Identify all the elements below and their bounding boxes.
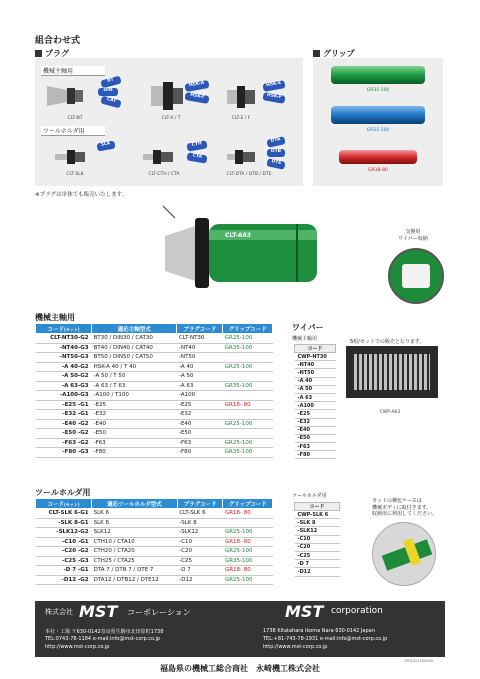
plug-note: ※プラグは単体でも販売いたします。: [35, 192, 128, 198]
wiper-row: [295, 418, 336, 426]
wiper-row: [295, 535, 340, 543]
page-title: 組合わせ式: [35, 36, 81, 46]
badge-dtb: DTB: [267, 149, 285, 157]
holder-table-title: ツールホルダ用: [35, 488, 91, 497]
wiper-code: -SLK12: [295, 527, 340, 535]
cell-spec: BT50 / DIN50 / CAT50: [92, 353, 177, 363]
wiper-row: [295, 568, 340, 576]
wiper-row: [295, 519, 340, 527]
col-plug: プラグコード: [177, 324, 223, 334]
footer-banner: [35, 601, 445, 657]
plug-dta-label: CLT-DTA / DTB / DTE: [226, 172, 272, 177]
cell-spec: DTA 7 / DTB 7 / DTE 7: [92, 566, 178, 576]
badge-hsk-f: HSK-F: [262, 92, 285, 104]
grip-header: グリップ: [313, 48, 355, 59]
badge-din: DIN: [98, 88, 118, 96]
table-row: [36, 556, 273, 566]
wiper-photo-label: CWP-A63: [379, 410, 401, 415]
cell-grip: GR25-100: [223, 419, 273, 429]
engraving-text: CLT-A63: [225, 232, 251, 239]
table-row: [36, 362, 273, 372]
cell-plug: -D12: [177, 575, 223, 585]
plug-holder-label: ツールホルダ用: [41, 126, 105, 136]
cell-spec: -A 63 / T 63: [92, 381, 177, 391]
cell-plug: -E32: [177, 410, 223, 420]
wiper-code: CWP-SLK 6: [295, 511, 340, 519]
cell-spec: BT40 / DIN40 / CAT40: [92, 343, 177, 353]
cell-grip: GR18- 80: [223, 400, 273, 410]
wiper-row: [295, 560, 340, 568]
wiper-code: -F63: [295, 443, 336, 451]
cell-grip: GR25-100: [223, 528, 273, 538]
table-row: [36, 509, 273, 519]
doc-code: 1901021500000: [404, 659, 433, 663]
wiper-code: -D 7: [295, 560, 340, 568]
cell-spec: HSK-A 40 / T 40: [92, 362, 177, 372]
cell-code: -F63 -G2: [36, 438, 92, 448]
cell-spec: CTH10 / CTA10: [92, 537, 178, 547]
wiper-code: -E40: [295, 426, 336, 434]
cell-grip: [223, 518, 273, 528]
table-row: [36, 343, 273, 353]
wiper-holder-table: [294, 502, 340, 577]
col-spec: 適応ツールホルダ型式: [92, 499, 178, 509]
grip-blue-label: GR25-100: [366, 128, 390, 133]
cell-grip: GR18- 80: [223, 566, 273, 576]
cell-spec: -E32: [92, 410, 177, 420]
cell-spec: -E50: [92, 429, 177, 439]
cell-spec: SLK12: [92, 528, 178, 538]
col-code: コード(セット): [36, 324, 92, 334]
plug-cth-label: CLT-CTH / CTA: [148, 172, 180, 177]
cell-plug: -SLK 8: [177, 518, 223, 528]
table-row: [36, 391, 273, 401]
table-row: [36, 372, 273, 382]
wiper-row: [295, 543, 340, 551]
col-grip: グリップコード: [223, 324, 273, 334]
cell-spec: -A 50 / T 50: [92, 372, 177, 382]
cell-plug: -A100: [177, 391, 223, 401]
table-row: [36, 410, 273, 420]
plug-machine-label: 機械主軸用: [41, 66, 105, 76]
cell-plug: CLT-NT30: [177, 334, 223, 344]
wiper-row: [295, 361, 336, 369]
table-row: [36, 575, 273, 585]
wiper-row: [295, 551, 340, 559]
wiper-col-code: コード: [295, 345, 336, 353]
cell-grip: GR25-100: [223, 362, 273, 372]
wiper-row: [295, 353, 336, 361]
table-row: [36, 518, 273, 528]
wiper-row: [295, 402, 336, 410]
cell-grip: GR25-100: [223, 438, 273, 448]
wiper-code: -NT50: [295, 369, 336, 377]
wiper-case-note: セットの梱包ケースは 機械ボディに取付きます。 収納用に利用してください。: [372, 498, 438, 517]
holder-table: [35, 498, 273, 585]
badge-dte: DTE: [266, 158, 285, 170]
col-spec: 適応主軸型式: [92, 324, 177, 334]
table-row: [36, 400, 273, 410]
wiper-storage-callout: 交換用 ワイパー収納: [398, 229, 428, 242]
wiper-row: [295, 393, 336, 401]
cell-code: -E40 -G2: [36, 419, 92, 429]
cell-grip: [223, 372, 273, 382]
badge-slk: SLK: [96, 140, 115, 151]
footer-company-jp-suffix: コーポレーション: [127, 608, 191, 617]
wiper-storage-closeup: [388, 248, 444, 304]
plug-nt-image: [45, 80, 85, 112]
table-row: [36, 547, 273, 557]
col-grip: グリップコード: [223, 499, 273, 509]
cell-grip: [223, 391, 273, 401]
cell-spec: SLK 6: [92, 509, 178, 519]
wiper-code: -C25: [295, 551, 340, 559]
product-photo: [155, 196, 325, 306]
table-row: [36, 566, 273, 576]
cell-spec: CTH20 / CTA20: [92, 547, 178, 557]
wiper-row: [295, 451, 336, 459]
cell-plug: -E25: [177, 400, 223, 410]
wiper-row: [295, 369, 336, 377]
cell-spec: BT30 / DIN30 / CAT30: [92, 334, 177, 344]
badge-hsk-e: HSK-E: [262, 80, 285, 92]
cell-code: -NT50-G3: [36, 353, 92, 363]
cell-code: -A 40-G2: [36, 362, 92, 372]
table-row: [36, 438, 273, 448]
wiper-title: ワイパー: [292, 323, 324, 332]
footer-logo-en: MST: [285, 602, 324, 621]
cell-grip: [223, 353, 273, 363]
wiper-code: -C20: [295, 543, 340, 551]
wiper-photo: [346, 346, 438, 398]
wiper-code: -SLK 8: [295, 519, 340, 527]
footer-tel-jp: TEL:0743-78-1184 e-mail:info@mst-corp.co.jp: [45, 636, 161, 642]
cell-plug: -C20: [177, 547, 223, 557]
cell-code: -D 7 -G1: [36, 566, 92, 576]
footer-url-en[interactable]: http://www.mst-corp.co.jp: [263, 644, 328, 650]
badge-hsk-t: HSK-T: [184, 92, 209, 104]
cell-plug: -NT40: [177, 343, 223, 353]
badge-cth: CTH: [186, 140, 207, 151]
footer-tel-en: TEL:+81-743-78-1931 e-mail:info@mst-corp.co.jp: [263, 636, 388, 642]
table-row: [36, 528, 273, 538]
cell-code: -A 63-G3: [36, 381, 92, 391]
cell-plug: CLT-SLK 6: [177, 509, 223, 519]
plug-dta-image: [225, 146, 259, 168]
footer-logo-jp: MST: [79, 602, 118, 621]
cell-code: -F80 -G3: [36, 448, 92, 458]
cell-grip: GR35-100: [223, 556, 273, 566]
cell-plug: -F80: [177, 448, 223, 458]
wiper-row: [295, 426, 336, 434]
wiper-code: -A 50: [295, 385, 336, 393]
wiper-row: [295, 511, 340, 519]
footer-addr-en: 1738 Kitatahara Ikoma Nara 630-0142 Japan: [263, 628, 375, 634]
cell-spec: -E40: [92, 419, 177, 429]
footer-addr-jp: 本社・工場 〒630-0142奈良県生駒市北田原町1738: [45, 629, 164, 635]
cell-grip: GR35-100: [223, 343, 273, 353]
wiper-code: -A 63: [295, 393, 336, 401]
cell-spec: DTA12 / DTB12 / DTE12: [92, 575, 178, 585]
wiper-code: CWP-NT30: [295, 353, 336, 361]
cell-code: -C10 -G1: [36, 537, 92, 547]
cell-spec: -F63: [92, 438, 177, 448]
cell-plug: -F63: [177, 438, 223, 448]
wiper-row: [295, 434, 336, 442]
cell-code: CLT-SLK 6-G1: [36, 509, 92, 519]
plug-cth-image: [141, 146, 177, 168]
table-row: [36, 353, 273, 363]
wiper-machine-table: [294, 344, 336, 459]
grip-panel: [313, 58, 443, 186]
wiper-holder-label: ツールホルダ用: [292, 493, 327, 499]
cell-grip: GR18- 80: [223, 509, 273, 519]
grip-blue-image: [331, 106, 425, 124]
cell-plug: -E50: [177, 429, 223, 439]
table-row: [36, 334, 273, 344]
wiper-col-code: コード: [295, 503, 340, 511]
cell-plug: -SLK12: [177, 528, 223, 538]
cell-grip: GR35-100: [223, 381, 273, 391]
wiper-row: [295, 443, 336, 451]
badge-bt: BT: [100, 76, 121, 89]
cell-plug: -C25: [177, 556, 223, 566]
grip-red-label: GR18-80: [368, 168, 388, 173]
wiper-code: -A 40: [295, 377, 336, 385]
plug-at-label: CLT-A / T: [161, 116, 181, 121]
cell-code: -E25 -G1: [36, 400, 92, 410]
machine-table-title: 機械主軸用: [35, 313, 75, 322]
table-row: [36, 381, 273, 391]
cell-code: CLT-NT30-G2: [36, 334, 92, 344]
cell-code: -C25 -G3: [36, 556, 92, 566]
cell-plug: -A 63: [177, 381, 223, 391]
cell-code: -NT40-G3: [36, 343, 92, 353]
cell-plug: -D 7: [177, 566, 223, 576]
plug-ef-image: [223, 80, 259, 112]
grip-green-image: [331, 66, 425, 84]
plug-slk-image: [53, 146, 89, 168]
wiper-code: -F80: [295, 451, 336, 459]
wiper-code: -E25: [295, 410, 336, 418]
cell-code: -SLK 8-G1: [36, 518, 92, 528]
cell-spec: CTH25 / CTA25: [92, 556, 178, 566]
cell-plug: -A 50: [177, 372, 223, 382]
cell-grip: GR25-100: [223, 547, 273, 557]
table-row: [36, 537, 273, 547]
cell-code: -A 50-G2: [36, 372, 92, 382]
table-row: [36, 429, 273, 439]
cell-grip: GR35-100: [223, 448, 273, 458]
machine-table: [35, 323, 273, 458]
plug-panel: [35, 58, 303, 186]
cell-grip: GR18- 80: [223, 537, 273, 547]
col-code: コード(セット): [36, 499, 92, 509]
cell-grip: GR25-100: [223, 575, 273, 585]
cell-spec: -A100 / T100: [92, 391, 177, 401]
cell-code: -D12 -G2: [36, 575, 92, 585]
cell-code: -E32 -G1: [36, 410, 92, 420]
cell-grip: [223, 410, 273, 420]
cell-code: -SLK12-G2: [36, 528, 92, 538]
wiper-row: [295, 385, 336, 393]
footer-company-en-suffix: corporation: [331, 606, 383, 616]
cell-spec: SLK 8: [92, 518, 178, 528]
dealer-name: 福島県の機械工総合商社 永崎機工株式会社: [160, 664, 320, 673]
footer-company-prefix: 株式会社: [45, 608, 73, 616]
cell-plug: -NT50: [177, 353, 223, 363]
badge-hsk-a: HSK-A: [184, 80, 209, 92]
cell-grip: GR25-100: [223, 334, 273, 344]
wiper-row: [295, 410, 336, 418]
wiper-code: -D12: [295, 568, 340, 576]
cell-code: -E50 -G2: [36, 429, 92, 439]
wiper-code: -C10: [295, 535, 340, 543]
wiper-machine-label: 機械主軸用: [292, 336, 318, 342]
table-row: [36, 419, 273, 429]
cell-code: -A100-G3: [36, 391, 92, 401]
badge-cat: CAT: [100, 96, 121, 109]
footer-url-jp[interactable]: http://www.mst-corp.co.jp: [45, 644, 110, 650]
wiper-note: 5組/セットでの販売となります。: [350, 339, 425, 345]
wiper-code: -E32: [295, 418, 336, 426]
cell-code: -C20 -G2: [36, 547, 92, 557]
badge-dta: DTA: [266, 136, 285, 148]
plug-slk-label: CLT-SLK: [66, 172, 84, 177]
wiper-row: [295, 377, 336, 385]
plug-nt-label: CLT-NT: [67, 116, 83, 121]
wiper-code: -NT40: [295, 361, 336, 369]
cell-spec: -E25: [92, 400, 177, 410]
badge-cta: CTA: [186, 152, 207, 163]
wiper-code: -E50: [295, 434, 336, 442]
wiper-code: -A100: [295, 402, 336, 410]
cell-spec: -F80: [92, 448, 177, 458]
plug-ef-label: CLT-E / F: [231, 116, 251, 121]
wiper-row: [295, 527, 340, 535]
table-row: [36, 448, 273, 458]
plug-header: プラグ: [35, 48, 69, 59]
grip-red-image: [339, 150, 417, 164]
cell-plug: -A 40: [177, 362, 223, 372]
cell-plug: -E40: [177, 419, 223, 429]
col-plug: プラグコード: [177, 499, 223, 509]
plug-at-image: [147, 78, 187, 114]
grip-green-label: GR35-100: [366, 88, 390, 93]
cell-grip: [223, 429, 273, 439]
cell-plug: -C10: [177, 537, 223, 547]
case-closeup: [372, 522, 436, 586]
